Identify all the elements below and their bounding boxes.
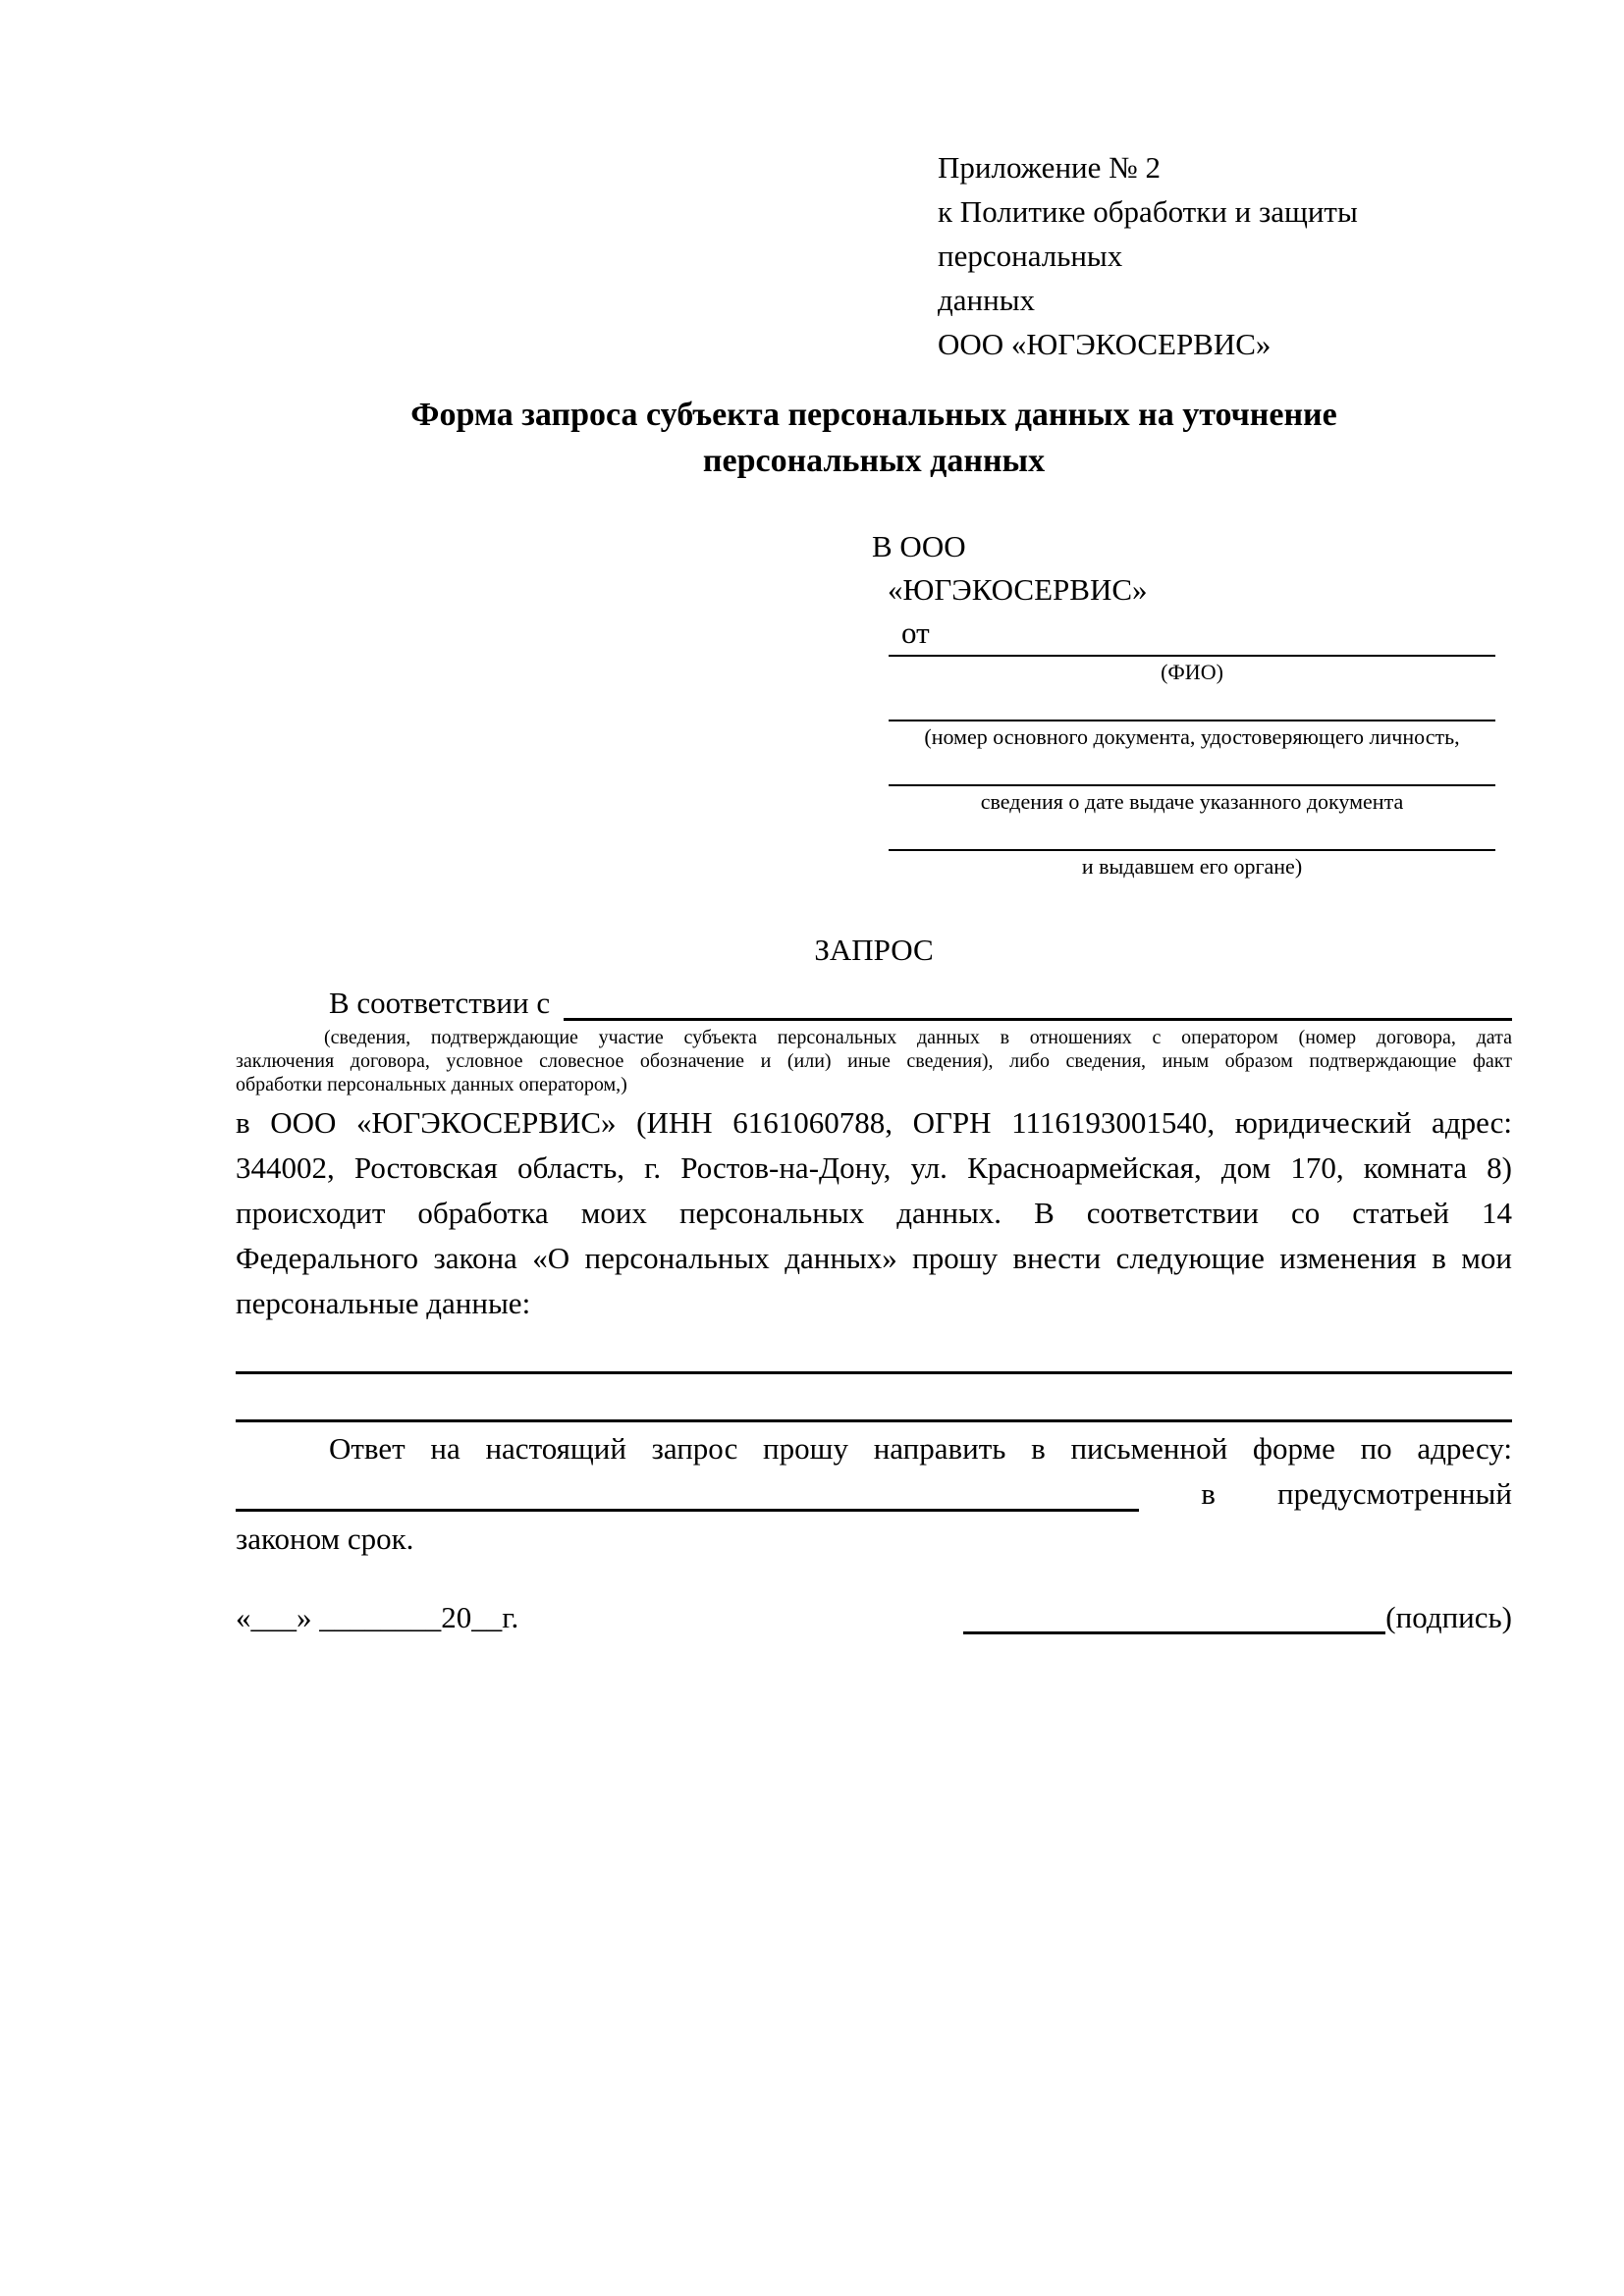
request-body-line: в ООО «ЮГЭКОСЕРВИС» (ИНН 6161060788, ОГРН 1116193001540, юридический адрес: [236, 1105, 1512, 1140]
address-blank-line [236, 1509, 1139, 1512]
document-issue-date-caption: сведения о дате выдаче указанного документа [980, 789, 1404, 814]
intro-line [236, 981, 1512, 1026]
changes-blank-line-2 [236, 1374, 1512, 1422]
relationship-blank-line [564, 1018, 1512, 1021]
annex-line: к Политике обработки и защиты персональных [938, 194, 1358, 273]
document-title-line: персональных данных [702, 443, 1046, 479]
operator-note-line: заключения договора, условное словесное обозначение и (или) иные сведения), либо сведения, иным образом подтверждающие факт [236, 1050, 1512, 1072]
request-body-paragraph [236, 1100, 1512, 1326]
answer-word-v: в [1201, 1476, 1216, 1511]
document-title [236, 392, 1512, 484]
date-blank-text: «___» ________20__г. [236, 1600, 519, 1634]
issuing-authority-blank-line [889, 849, 1495, 914]
fio-caption: (ФИО) [1161, 660, 1223, 684]
addressee-block [236, 525, 1512, 655]
request-body-line: происходит обработка моих персональных данных. В соответствии со статьей 14 [236, 1196, 1512, 1230]
intro-prefix-text: В соответствии с [329, 986, 551, 1020]
request-body-line: Федерального закона «О персональных данных» прошу внести следующие изменения в мои [236, 1241, 1512, 1275]
changes-blank-line-1 [236, 1326, 1512, 1374]
date-signature-row [236, 1595, 1512, 1640]
issuing-authority-caption: и выдавшем его органе) [1081, 854, 1303, 879]
answer-line-3: законом срок. [236, 1522, 414, 1556]
answer-paragraph [236, 1426, 1512, 1562]
document-title-line: Форма запроса субъекта персональных данных на уточнение [410, 397, 1337, 433]
answer-word-predusmotrennyj: предусмотренный [1277, 1476, 1512, 1511]
operator-note-line: (сведения, подтверждающие участие субъекта персональных данных в отношениях с оператором (номер договора, дата [324, 1027, 1512, 1048]
document-number-caption: (номер основного документа, удостоверяющего личность, [924, 724, 1460, 749]
request-body-line: персональные данные: [236, 1286, 531, 1320]
signature-blank-line [963, 1631, 1385, 1634]
operator-note [236, 1026, 1512, 1096]
signature-caption: (подпись) [1385, 1600, 1512, 1634]
addressee-line: от [901, 615, 930, 650]
answer-line-1: Ответ на настоящий запрос прошу направить в письменной форме по адресу: [329, 1431, 1512, 1466]
operator-note-line: обработки персональных данных оператором,) [236, 1074, 627, 1095]
annex-line: ООО «ЮГЭКОСЕРВИС» [938, 327, 1272, 361]
fio-blank-line [889, 655, 1495, 720]
applicant-blanks-block [889, 655, 1495, 914]
addressee-line: «ЮГЭКОСЕРВИС» [888, 572, 1148, 607]
document-number-blank-line [889, 720, 1495, 784]
request-body-line: 344002, Ростовская область, г. Ростов-на-Дону, ул. Красноармейская, дом 170, комната 8) [236, 1150, 1512, 1185]
annex-line: данных [938, 283, 1036, 317]
annex-block [938, 145, 1512, 366]
annex-line: Приложение № 2 [938, 150, 1161, 185]
addressee-line: В ООО [872, 529, 966, 563]
answer-line-2 [236, 1471, 1512, 1517]
signature-group [963, 1595, 1512, 1640]
request-heading: ЗАПРОС [814, 933, 934, 967]
document-issue-date-blank-line [889, 784, 1495, 849]
